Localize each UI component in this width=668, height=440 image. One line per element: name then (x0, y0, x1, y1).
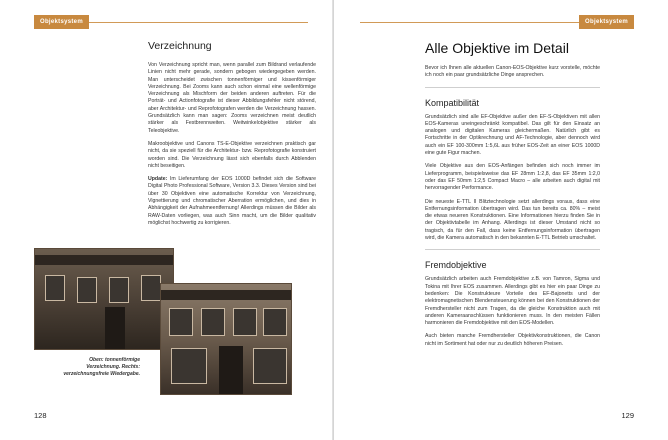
section-tab: Objektsystem (34, 15, 89, 29)
page-number: 129 (621, 411, 634, 420)
section-heading: Verzeichnung (148, 40, 212, 52)
page-number: 128 (34, 411, 47, 420)
update-paragraph (148, 176, 316, 227)
section-tab: Objektsystem (579, 15, 634, 29)
paragraph: Viele Objektive aus den EOS-Anfängen befinden sich noch immer im Lieferprogramm, beispielsweise das EF 28mm 1:2,8, das EF 35mm 1:2,0 oder das EF 50mm 1:2,5 Compact Macro – alle arbeiten auch digital mit hervorragender Performance. (425, 163, 600, 192)
section-heading: Kompatibilität (425, 97, 480, 108)
chapter-title: Alle Objektive im Detail (425, 40, 569, 56)
paragraph: Grundsätzlich sind alle EF-Objektive außer den EF-S-Objektiven mit allen EOS-Kameras uneingeschränkt kompatibel. Das gilt für den Einsatz an analogen und digitalen Kameras gleichermaßen. Natürlich gibt es Fortschritte in der Optikrechnung und AF-Technologie, aber dennoch wird auch ein EF 100-300mm 1:5,6L aus früher EOS-Zeit an einer EOS 1000D eine gute Figur machen. (425, 113, 600, 157)
section-heading: Fremdobjektive (425, 260, 487, 271)
right-page (334, 0, 668, 440)
update-label: Update: (148, 176, 168, 183)
section-divider (425, 249, 600, 250)
left-text-column (148, 40, 316, 233)
paragraph: Auch bieten manche Fremdhersteller Objektivkonstruktionen, die Canon nicht im Sortiment hat oder nur zu deutlich höheren Preisen. (425, 333, 600, 347)
facade-sign (161, 290, 291, 300)
paragraph: Makroobjektive und Canons TS-E-Objektive verzeichnen praktisch gar nicht, da sie speziell für die Architektur- bzw. Reprofotografie konstruiert worden sind. Die Verzeichnung lässt sich ebenfalls durch Abblenden nicht beseitigen. (148, 140, 316, 169)
paragraph: Von Verzeichnung spricht man, wenn parallel zum Bildrand verlaufende Linien nicht mehr gerade, sondern gebogen wiedergegeben werden. Man unterscheidet zwischen tonnenförmiger und kissenförmiger Verzeichnung. Bei Zooms kann auch schon einmal eine wellenförmige Verzeichnung als Mischform der beiden anderen auftreten. Für die Porträt- und Actionfotografie ist dieser Abbildungsfehler nicht störend, aber Architektur- und Reprofotografen werden die Verzeichnung hassen. Grundsätzlich kann man sagen: Zooms verzeichnen meist deutlich stärker als Festbrennweiten. Weitwinkelobjektive stärker als Teleobjektive. (148, 62, 316, 134)
intro-paragraph: Bevor ich Ihnen alle aktuellen Canon-EOS-Objektive kurz vorstelle, möchte ich noch ein paar grundsätzliche Dinge ansprechen. (425, 65, 600, 79)
paragraph: Die neueste E-TTL II Blitztechnologie setzt allerdings voraus, dass eine Entfernungsinformation übertragen wird. Das tun bereits ca. 80% – meist die etwas neueren Konstruktionen. Eine Informationen hierzu finden Sie in der Objektivtabelle im Anhang. Allerdings ist dieser Umstand nicht so tragisch, da für den Fall, dass keine Entfernungsinformation übertragen wird, die Kamera automatisch in den bekannten E-TTL Betrieb umschaltet. (425, 198, 600, 242)
photo-caption: Oben: tonnenförmige Verzeichnung. Rechts: verzeichnungsfreie Wiedergabe. (63, 357, 140, 377)
paragraph: Grundsätzlich arbeiten auch Fremdobjektive z.B. von Tamron, Sigma und Tokina mit Ihrer EOS zusammen. Allerdings gibt es hier ein paar Dinge zu bedenken: Die Konstrukteure Vorteile des EF-Bajonetts und der elektromagnetischen Blendensteuerung können bei den Konstruktionen der Fremdhersteller nicht zum Tragen, da die gleiche Konstruktion auch mit anderen Kameraanschlüssen funktionieren muss. In den meisten Fällen harmonieren die Fremdobjektive mit den EOS-Modellen. (425, 276, 600, 327)
facade-sign (35, 255, 173, 265)
corrected-building-photo (160, 283, 292, 395)
distorted-building-photo (34, 248, 174, 350)
right-text-column (425, 40, 600, 354)
update-text: Im Lieferumfang der EOS 1000D befindet sich die Software Digital Photo Professional Software, Version 3.3. Dieses Version sind bei über 30 Objektiven eine automatische Korrektur von Verzeichnung, Vignettierung und chromatischer Aberration ermöglichen, und dies in Abhängigkeit der Aufnahmeentfernung! Allerdings müssen die Bilder als RAW-Daten vorliegen, was auch Sinn macht, um die Bilder qualitativ möglichst hochwertig zu korrigieren. (148, 176, 316, 226)
section-divider (425, 87, 600, 88)
